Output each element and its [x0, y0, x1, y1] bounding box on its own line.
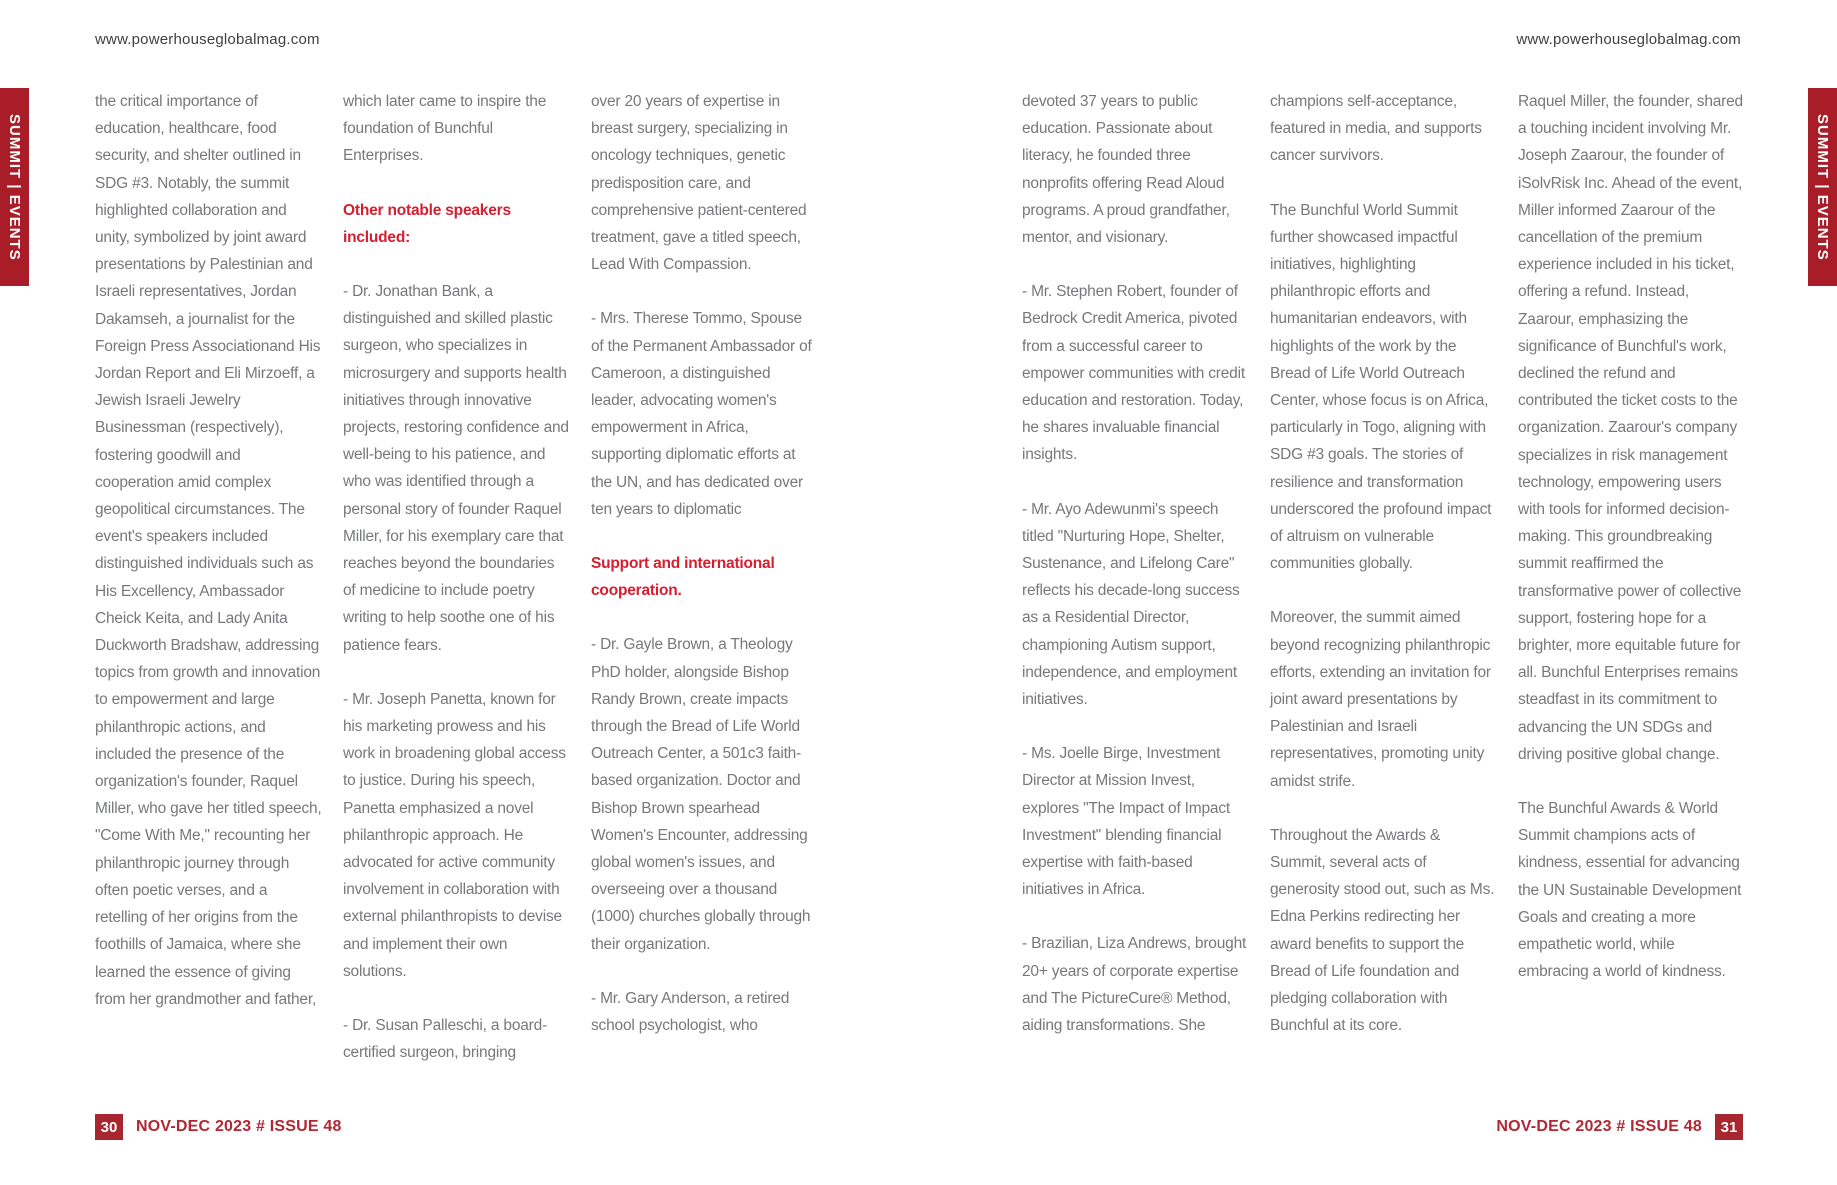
section-tab-left: [0, 88, 29, 286]
paragraph: over 20 years of expertise in breast surgery, specializing in oncology techniques, genetic predisposition care, and comprehensive patient-centered treatment, gave a titled speech, Lead With Compassion.: [591, 93, 807, 274]
paragraph: devoted 37 years to public education. Passionate about literacy, he founded three nonprofits offering Read Aloud programs. A proud grandfather, mentor, and visionary.: [1022, 93, 1230, 247]
red-heading: Other notable speakers included:: [343, 201, 511, 246]
text-column-2: [343, 88, 570, 1094]
paragraph: - Dr. Gayle Brown, a Theology PhD holder, alongside Bishop Randy Brown, create impacts through the Bread of Life World Outreach Center, a 501c3 faith-based organization. Doctor and Bishop Brown spearhead Women's Encounter, addressing global women's issues, and overseeing over a thousand (1000) churches globally through their organization.: [591, 636, 811, 953]
red-heading: Support and international cooperation.: [591, 555, 775, 600]
paragraph: - Mr. Joseph Panetta, known for his marketing prowess and his work in broadening global access to justice. During his speech, Panetta emphasized a novel philanthropic approach. He advocated for active community involvement in collaboration with external philanthropists to devise and implement their own solutions.: [343, 690, 566, 980]
section-tab-right: [1808, 88, 1837, 286]
paragraph: champions self-acceptance, featured in media, and supports cancer survivors.: [1270, 93, 1482, 165]
paragraph: Moreover, the summit aimed beyond recognizing philanthropic efforts, extending an invitation for joint award presentations by Palestinian and Israeli representatives, promoting unity amidst strife.: [1270, 609, 1491, 790]
site-url-right: www.powerhouseglobalmag.com: [1516, 31, 1741, 48]
paragraph: - Mrs. Therese Tommo, Spouse of the Permanent Ambassador of Cameroon, a distinguished leader, advocating women's empowerment in Africa, supporting diplomatic efforts at the UN, and has dedicated over ten years to diplomatic: [591, 310, 812, 518]
issue-label-right: NOV-DEC 2023 # ISSUE 48: [1496, 1118, 1702, 1135]
issue-label-left: NOV-DEC 2023 # ISSUE 48: [136, 1118, 342, 1135]
paragraph: which later came to inspire the foundation of Bunchful Enterprises.: [343, 93, 547, 165]
paragraph: - Mr. Stephen Robert, founder of Bedrock Credit America, pivoted from a successful career to empower communities with credit education and restoration. Today, he shares invaluable financial insights.: [1022, 283, 1245, 464]
text-column-5: [1270, 88, 1497, 1067]
text-columns-left: [95, 88, 818, 1094]
text-column-4: [1022, 88, 1249, 1067]
paragraph: Throughout the Awards & Summit, several acts of generosity stood out, such as Ms. Edna Perkins redirecting her award benefits to support the Bread of Life foundation and pledging collaboration with Bunchful at its core.: [1270, 826, 1495, 1035]
page-footer-right: [1496, 1114, 1743, 1140]
text-column-6: [1518, 88, 1745, 1067]
paragraph: - Dr. Jonathan Bank, a distinguished and skilled plastic surgeon, who specializes in microsurgery and supports health initiatives through innovative projects, restoring confidence and well-being to his patience, and who was identified through a personal story of founder Raquel Miller, for his exemplary care that reaches beyond the boundaries of medicine to include poetry writing to help soothe one of his patience fears.: [343, 283, 569, 654]
section-tab-label: SUMMIT | EVENTS: [6, 113, 23, 261]
paragraph: - Dr. Susan Palleschi, a board-certified surgeon, bringing: [343, 1017, 548, 1062]
section-tab-label: SUMMIT | EVENTS: [1814, 113, 1831, 261]
paragraph: the critical importance of education, healthcare, food security, and shelter outlined in SDG #3. Notably, the summit highlighted collaboration and unity, symbolized by joint award presentations by Palestinian and Israeli representatives, Jordan Dakamseh, a journalist for the Foreign Press Associationand His Jordan Report and Eli Mirzoeff, a Jewish Israeli Jewelry Businessman (respectively), fostering goodwill and cooperation amid complex geopolitical circumstances. The event's speakers included distinguished individuals such as His Excellency, Ambassador Cheick Keita, and Lady Anita Duckworth Bradshaw, addressing topics from growth and innovation to empowerment and large philanthropic actions, and included the presence of the organization's founder, Raquel Miller, who gave her titled speech, "Come With Me," recounting her philanthropic journey through often poetic verses, and a retelling of her origins from the foothills of Jamaica, where she learned the essence of giving from her grandmother and father,: [95, 93, 322, 1008]
site-url-left: www.powerhouseglobalmag.com: [95, 31, 320, 48]
page-number-right: 31: [1715, 1114, 1743, 1140]
paragraph: - Mr. Ayo Adewunmi's speech titled "Nurturing Hope, Shelter, Sustenance, and Lifelong Care" reflects his decade-long success as a Residential Director, championing Autism support, independence, and employment initiatives.: [1022, 500, 1240, 709]
page-footer-left: [95, 1114, 342, 1140]
paragraph: - Ms. Joelle Birge, Investment Director at Mission Invest, explores "The Impact of Impact Investment" blending financial expertise with faith-based initiatives in Africa.: [1022, 745, 1230, 899]
paragraph: - Brazilian, Liza Andrews, brought 20+ years of corporate expertise and The PictureCure® Method, aiding transformations. She: [1022, 935, 1247, 1035]
page-right: [919, 0, 1837, 1185]
text-column-1: [95, 88, 322, 1094]
paragraph: The Bunchful Awards & World Summit champions acts of kindness, essential for advancing the UN Sustainable Development Goals and creating a more empathetic world, while embracing a world of kindness.: [1518, 800, 1742, 981]
paragraph: - Mr. Gary Anderson, a retired school psychologist, who: [591, 989, 790, 1035]
page-left: [0, 0, 918, 1185]
text-column-3: [591, 88, 818, 1094]
text-columns-right: [1022, 88, 1745, 1067]
paragraph: Raquel Miller, the founder, shared a touching incident involving Mr. Joseph Zaarour, the founder of iSolvRisk Inc. Ahead of the event, Miller informed Zaarour of the cancellation of the premium experience included in his ticket, offering a refund. Instead, Zaarour, emphasizing the significance of Bunchful's work, declined the refund and contributed the ticket costs to the organization. Zaarour's company specializes in risk management technology, empowering users with tools for informed decision-making. This groundbreaking summit reaffirmed the transformative power of collective support, fostering hope for a brighter, more equitable future for all. Bunchful Enterprises remains steadfast in its commitment to advancing the UN SDGs and driving positive global change.: [1518, 93, 1743, 763]
paragraph: The Bunchful World Summit further showcased impactful initiatives, highlighting philanthropic efforts and humanitarian endeavors, with highlights of the work by the Bread of Life World Outreach Center, whose focus is on Africa, particularly in Togo, aligning with SDG #3 goals. The stories of resilience and transformation underscored the profound impact of altruism on vulnerable communities globally.: [1270, 201, 1492, 573]
page-number-left: 30: [95, 1114, 123, 1140]
